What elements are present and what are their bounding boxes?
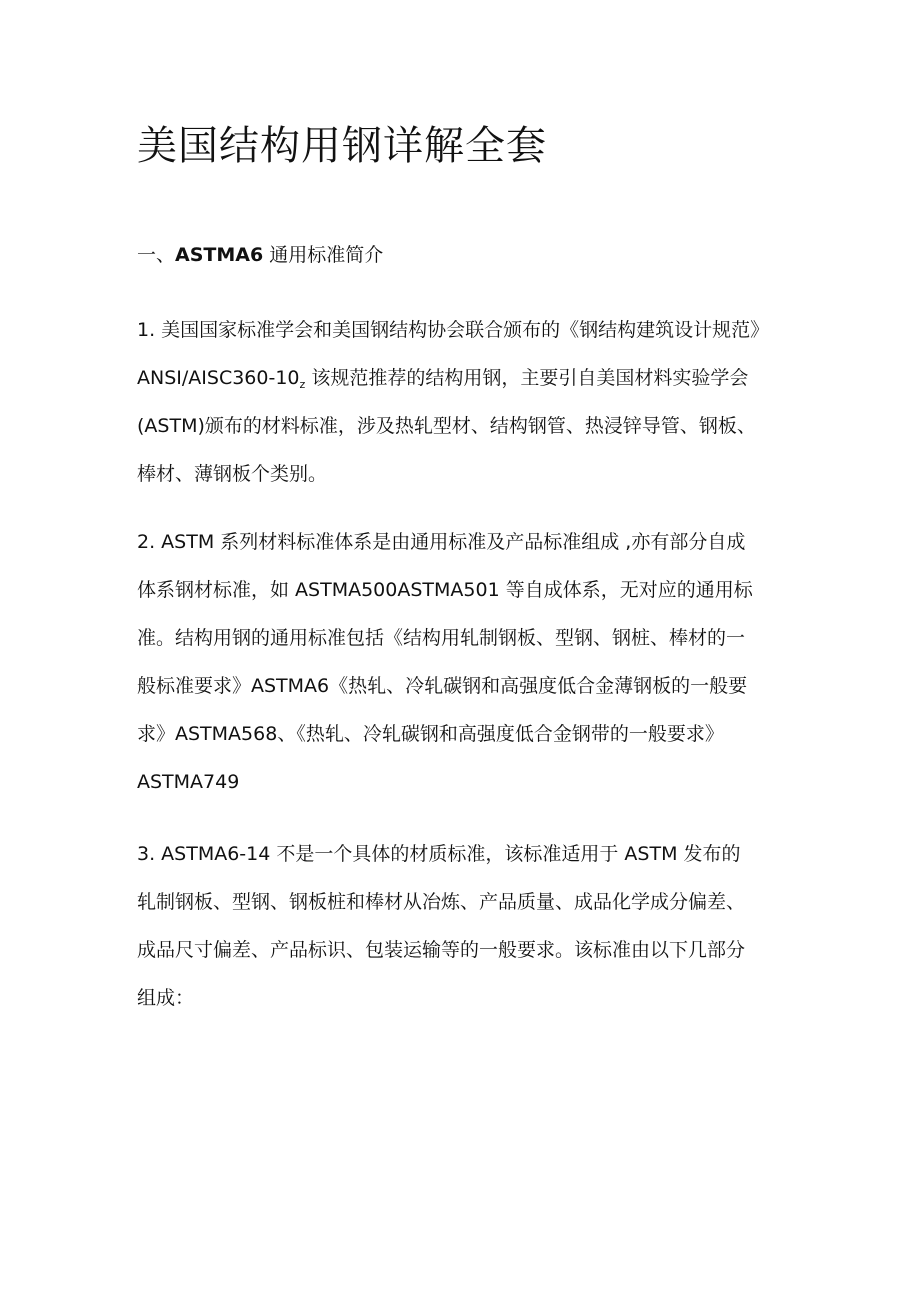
paragraph-line: 体系钢材标准，如 ASTMA500ASTMA501 等自成体系，无对应的通用标 xyxy=(137,579,753,601)
paragraph-line: 准。结构用钢的通用标准包括《结构用轧制钢板、型钢、钢桩、棒材的一 xyxy=(137,627,746,649)
paragraph-line: 轧制钢板、型钢、钢板桩和棒材从冶炼、产品质量、成品化学成分偏差、 xyxy=(137,891,746,913)
paragraph-line: 2. ASTM 系列材料标准体系是由通用标准及产品标准组成 ,亦有部分自成 xyxy=(137,531,746,553)
paragraph-1 xyxy=(137,306,797,498)
paragraph-line: 成品尺寸偏差、产品标识、包装运输等的一般要求。该标准由以下几部分 xyxy=(137,939,746,961)
section-heading xyxy=(137,240,383,270)
standard-code: ANSI/AISC360-10 xyxy=(137,367,300,389)
paragraph-line: ASTMA749 xyxy=(137,771,240,793)
paragraph-3 xyxy=(137,830,797,1022)
section-number: 一、 xyxy=(137,244,176,266)
paragraph-line: 棒材、薄钢板个类别。 xyxy=(137,463,328,485)
paragraph-line: 1. 美国国家标准学会和美国钢结构协会联合颁布的《钢结构建筑设计规范》 xyxy=(137,319,770,341)
line-text: 该规范推荐的结构用钢，主要引自美国材料实验学会 xyxy=(311,367,749,389)
paragraph-line: 般标准要求》ASTMA6《热轧、冷轧碳钢和高强度低合金薄钢板的一般要 xyxy=(137,675,748,697)
paragraph-2 xyxy=(137,518,797,806)
section-standard-code: ASTMA6 xyxy=(175,244,264,266)
section-heading-text: 通用标准简介 xyxy=(269,244,384,266)
paragraph-line: (ASTM)颁布的材料标准，涉及热轧型材、结构钢管、热浸锌导管、钢板、 xyxy=(137,415,756,437)
paragraph-line: 求》ASTMA568、《热轧、冷轧碳钢和高强度低合金钢带的一般要求》 xyxy=(137,723,724,745)
paragraph-line: 3. ASTMA6-14 不是一个具体的材质标准，该标准适用于 ASTM 发布的 xyxy=(137,843,741,865)
paragraph-line: 组成： xyxy=(137,987,195,1009)
document-title: 美国结构用钢详解全套 xyxy=(137,123,547,169)
paragraph-line xyxy=(137,354,797,402)
subscript: z xyxy=(299,378,306,391)
